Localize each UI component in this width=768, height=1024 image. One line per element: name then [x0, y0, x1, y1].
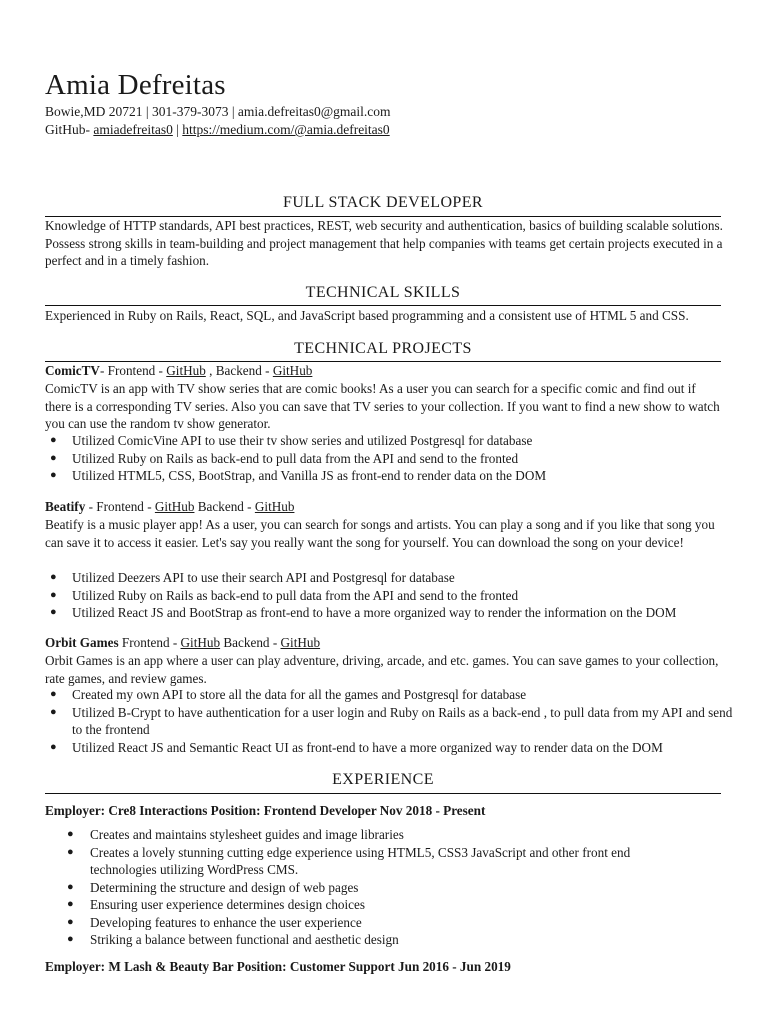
bullet-text: Creates a lovely stunning cutting edge experience using HTML5, CSS3 JavaScript and other front end technologies utilizing WordPress CMS.	[90, 844, 631, 877]
job-duties	[45, 826, 685, 949]
bullet-text: Utilized B-Crypt to have authentication for a user login and Ruby on Rails as a back-end , to pull data from my API and send to the frontend	[72, 704, 733, 737]
list-item	[45, 432, 735, 450]
links-line	[45, 121, 391, 139]
contact-line: Bowie,MD 20721 | 301-379-3073 | amia.defreitas0@gmail.com	[45, 104, 391, 119]
project-description: ComicTV is an app with TV show series that are comic books! As a user you can search for a specific comic and find out if there is a corresponding TV series. Also you can save that TV series to your collection. If you want to find a new show to watch you can use the random tv show generator.	[45, 381, 720, 431]
bullet-icon: ●	[67, 898, 74, 910]
list-item	[45, 587, 735, 605]
bullet-icon: ●	[50, 606, 57, 618]
bullet-text: Determining the structure and design of web pages	[90, 879, 359, 895]
bullet-icon: ●	[50, 705, 57, 718]
list-item	[45, 914, 685, 932]
bullet-icon: ●	[67, 880, 74, 893]
bullet-icon: ●	[50, 571, 57, 583]
backend-github-link[interactable]: GitHub	[254, 499, 295, 514]
bullet-text: Utilized HTML5, CSS, BootStrap, and Vanilla JS as front-end to render data on the DOM	[72, 468, 547, 483]
section-divider	[45, 793, 721, 794]
list-item	[45, 569, 735, 587]
project-name: Orbit Games	[45, 635, 119, 650]
section-title-projects: TECHNICAL PROJECTS	[294, 340, 472, 357]
project-header-comictv	[45, 362, 725, 380]
project-bullets	[45, 569, 735, 622]
list-item	[45, 931, 685, 949]
project-label: , Backend -	[205, 363, 273, 378]
bullet-icon: ●	[67, 915, 74, 928]
project-label: Backend -	[194, 499, 255, 514]
list-item	[45, 704, 735, 739]
bullet-icon: ●	[50, 469, 57, 481]
backend-github-link[interactable]: GitHub	[280, 635, 321, 650]
bullet-text: Utilized Deezers API to use their search API and Postgresql for database	[72, 570, 455, 585]
bullet-icon: ●	[67, 933, 74, 945]
bullet-text: Utilized Ruby on Rails as back-end to pull data from the API and send to the fronted	[72, 450, 519, 466]
employer-heading: Employer: M Lash & Beauty Bar Position: Customer Support Jun 2016 - Jun 2019	[45, 959, 511, 974]
project-description: Orbit Games is an app where a user can play adventure, driving, arcade, and etc. games. You can save games to your collection, rate games, and review games.	[45, 653, 719, 686]
project-label: - Frontend -	[85, 499, 155, 514]
project-label: Frontend -	[118, 635, 181, 650]
project-header-beatify	[45, 498, 725, 516]
contact-block	[45, 103, 391, 139]
frontend-github-link[interactable]: GitHub	[166, 363, 206, 378]
list-item	[45, 686, 735, 704]
list-item	[45, 450, 735, 468]
bullet-icon: ●	[50, 451, 57, 464]
medium-link[interactable]: https://medium.com/@amia.defreitas0	[182, 122, 390, 137]
bullet-icon: ●	[50, 588, 57, 601]
github-link[interactable]: amiadefreitas0	[93, 122, 173, 137]
summary-paragraph: Knowledge of HTTP standards, API best practices, REST, web security and authentication, basics of building scalable solutions. Possess strong skills in team-building and project management that help companies with teams get certain projects executed in a perfect and in a timely fashion.	[45, 218, 723, 268]
project-bullets	[45, 686, 735, 756]
bullet-text: Utilized Ruby on Rails as back-end to pull data from the API and send to the fronted	[72, 587, 519, 603]
bullet-text: Ensuring user experience determines design choices	[90, 897, 366, 912]
list-item	[45, 604, 735, 622]
bullet-icon: ●	[67, 828, 74, 840]
bullet-text: Striking a balance between functional and aesthetic design	[90, 932, 399, 947]
bullet-text: Utilized React JS and Semantic React UI as front-end to have a more organized way to render data on the DOM	[72, 739, 663, 755]
section-title-fullstack: FULL STACK DEVELOPER	[283, 194, 483, 211]
candidate-name: Amia Defreitas	[45, 69, 226, 101]
bullet-icon: ●	[67, 845, 74, 858]
project-name: ComicTV	[45, 363, 100, 378]
bullet-icon: ●	[50, 688, 57, 700]
frontend-github-link[interactable]: GitHub	[154, 499, 195, 514]
backend-github-link[interactable]: GitHub	[272, 363, 313, 378]
project-header-orbit-games	[45, 634, 725, 652]
frontend-github-link[interactable]: GitHub	[180, 635, 221, 650]
project-label: - Frontend -	[99, 363, 167, 378]
list-item	[45, 467, 735, 485]
bullet-icon: ●	[50, 740, 57, 753]
list-item	[45, 879, 685, 897]
list-item	[45, 826, 685, 844]
bullet-text: Developing features to enhance the user experience	[90, 914, 362, 930]
project-name: Beatify	[45, 499, 86, 514]
project-bullets	[45, 432, 735, 485]
list-item	[45, 844, 685, 879]
section-divider	[45, 305, 721, 306]
project-description: Beatify is a music player app! As a user, you can search for songs and artists. You can play a song and if you like that song you can save it to access it easier. Let's say you really want the song for yourself. You can download the song on your device!	[45, 517, 715, 550]
section-title-experience: EXPERIENCE	[332, 771, 434, 788]
bullet-text: Utilized React JS and BootStrap as front-end to have a more organized way to render the information on the DOM	[72, 605, 677, 620]
employer-heading: Employer: Cre8 Interactions Position: Frontend Developer Nov 2018 - Present	[45, 803, 486, 818]
bullet-text: Creates and maintains stylesheet guides and image libraries	[90, 827, 404, 842]
list-item	[45, 896, 685, 914]
list-item	[45, 739, 735, 757]
bullet-text: Created my own API to store all the data for all the games and Postgresql for database	[72, 687, 527, 702]
github-prefix: GitHub-	[45, 122, 94, 137]
skills-paragraph: Experienced in Ruby on Rails, React, SQL, and JavaScript based programming and a consistent use of HTML 5 and CSS.	[45, 308, 689, 323]
link-separator: |	[172, 122, 183, 137]
bullet-icon: ●	[50, 434, 57, 446]
section-title-skills: TECHNICAL SKILLS	[305, 284, 461, 301]
project-label: Backend -	[220, 635, 281, 650]
bullet-text: Utilized ComicVine API to use their tv show series and utilized Postgresql for database	[72, 433, 533, 448]
